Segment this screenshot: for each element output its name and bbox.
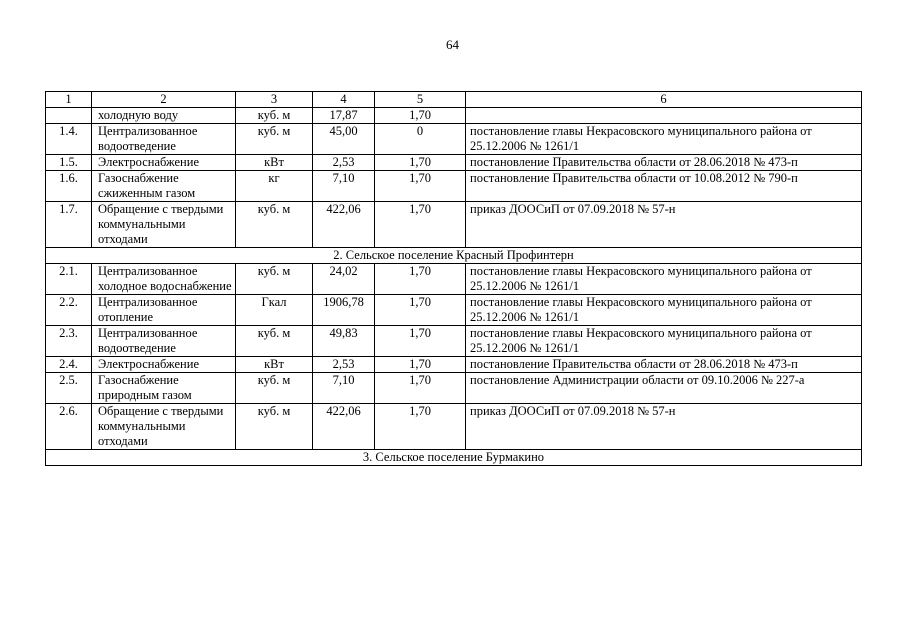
- service-name-cell: Централизованное отопление: [92, 295, 236, 326]
- value-cell: 49,83: [313, 326, 375, 357]
- table-row: [46, 295, 862, 326]
- row-number-cell: 2.3.: [46, 326, 92, 357]
- section-title: 3. Сельское поселение Бурмакино: [46, 450, 862, 466]
- column-header: 5: [375, 92, 466, 108]
- column-header: 3: [236, 92, 313, 108]
- legal-basis-cell: постановление главы Некрасовского муниципального района от 25.12.2006 № 1261/1: [466, 264, 862, 295]
- service-name-cell: Электроснабжение: [92, 357, 236, 373]
- row-number-cell: 2.6.: [46, 404, 92, 450]
- coefficient-cell: 1,70: [375, 295, 466, 326]
- coefficient-cell: 1,70: [375, 171, 466, 202]
- service-name-cell: Электроснабжение: [92, 155, 236, 171]
- table-row: [46, 326, 862, 357]
- legal-basis-cell: [466, 108, 862, 124]
- legal-basis-cell: приказ ДООСиП от 07.09.2018 № 57-н: [466, 202, 862, 248]
- table-row: [46, 373, 862, 404]
- coefficient-cell: 1,70: [375, 357, 466, 373]
- unit-cell: кВт: [236, 155, 313, 171]
- section-title: 2. Сельское поселение Красный Профинтерн: [46, 248, 862, 264]
- coefficient-cell: 1,70: [375, 202, 466, 248]
- legal-basis-cell: постановление главы Некрасовского муниципального района от 25.12.2006 № 1261/1: [466, 295, 862, 326]
- value-cell: 17,87: [313, 108, 375, 124]
- unit-cell: кВт: [236, 357, 313, 373]
- column-header: 6: [466, 92, 862, 108]
- unit-cell: куб. м: [236, 108, 313, 124]
- legal-basis-cell: постановление Правительства области от 28.06.2018 № 473-п: [466, 357, 862, 373]
- tariff-table: [45, 91, 862, 466]
- table-row: [46, 108, 862, 124]
- row-number-cell: 2.2.: [46, 295, 92, 326]
- legal-basis-cell: постановление Правительства области от 10.08.2012 № 790-п: [466, 171, 862, 202]
- row-number-cell: 1.7.: [46, 202, 92, 248]
- unit-cell: куб. м: [236, 124, 313, 155]
- value-cell: 2,53: [313, 357, 375, 373]
- column-header: 2: [92, 92, 236, 108]
- table-row: [46, 202, 862, 248]
- coefficient-cell: 1,70: [375, 373, 466, 404]
- row-number-cell: 1.5.: [46, 155, 92, 171]
- table-row: [46, 124, 862, 155]
- row-number-cell: 2.5.: [46, 373, 92, 404]
- row-number-cell: 1.4.: [46, 124, 92, 155]
- table-row: [46, 404, 862, 450]
- service-name-cell: Централизованное холодное водоснабжение: [92, 264, 236, 295]
- service-name-cell: Централизованное водоотведение: [92, 124, 236, 155]
- service-name-cell: Газоснабжение сжиженным газом: [92, 171, 236, 202]
- legal-basis-cell: постановление главы Некрасовского муниципального района от 25.12.2006 № 1261/1: [466, 326, 862, 357]
- value-cell: 7,10: [313, 373, 375, 404]
- unit-cell: Гкал: [236, 295, 313, 326]
- service-name-cell: холодную воду: [92, 108, 236, 124]
- row-number-cell: 1.6.: [46, 171, 92, 202]
- unit-cell: куб. м: [236, 373, 313, 404]
- unit-cell: куб. м: [236, 326, 313, 357]
- column-header: 4: [313, 92, 375, 108]
- row-number-cell: 2.4.: [46, 357, 92, 373]
- column-header: 1: [46, 92, 92, 108]
- coefficient-cell: 1,70: [375, 108, 466, 124]
- unit-cell: куб. м: [236, 404, 313, 450]
- table-header-row: [46, 92, 862, 108]
- table-row: [46, 155, 862, 171]
- legal-basis-cell: постановление Администрации области от 09.10.2006 № 227-а: [466, 373, 862, 404]
- coefficient-cell: 1,70: [375, 264, 466, 295]
- table-row: [46, 171, 862, 202]
- service-name-cell: Газоснабжение природным газом: [92, 373, 236, 404]
- value-cell: 422,06: [313, 202, 375, 248]
- legal-basis-cell: постановление Правительства области от 28.06.2018 № 473-п: [466, 155, 862, 171]
- value-cell: 7,10: [313, 171, 375, 202]
- legal-basis-cell: постановление главы Некрасовского муниципального района от 25.12.2006 № 1261/1: [466, 124, 862, 155]
- value-cell: 1906,78: [313, 295, 375, 326]
- value-cell: 45,00: [313, 124, 375, 155]
- coefficient-cell: 0: [375, 124, 466, 155]
- row-number-cell: [46, 108, 92, 124]
- service-name-cell: Централизованное водоотведение: [92, 326, 236, 357]
- value-cell: 2,53: [313, 155, 375, 171]
- service-name-cell: Обращение с твердыми коммунальными отходами: [92, 202, 236, 248]
- unit-cell: куб. м: [236, 202, 313, 248]
- coefficient-cell: 1,70: [375, 404, 466, 450]
- table-row: [46, 264, 862, 295]
- unit-cell: кг: [236, 171, 313, 202]
- unit-cell: куб. м: [236, 264, 313, 295]
- section-row: [46, 450, 862, 466]
- section-row: [46, 248, 862, 264]
- page-number: 64: [446, 37, 459, 52]
- coefficient-cell: 1,70: [375, 326, 466, 357]
- value-cell: 24,02: [313, 264, 375, 295]
- legal-basis-cell: приказ ДООСиП от 07.09.2018 № 57-н: [466, 404, 862, 450]
- coefficient-cell: 1,70: [375, 155, 466, 171]
- row-number-cell: 2.1.: [46, 264, 92, 295]
- table-row: [46, 357, 862, 373]
- value-cell: 422,06: [313, 404, 375, 450]
- service-name-cell: Обращение с твердыми коммунальными отходами: [92, 404, 236, 450]
